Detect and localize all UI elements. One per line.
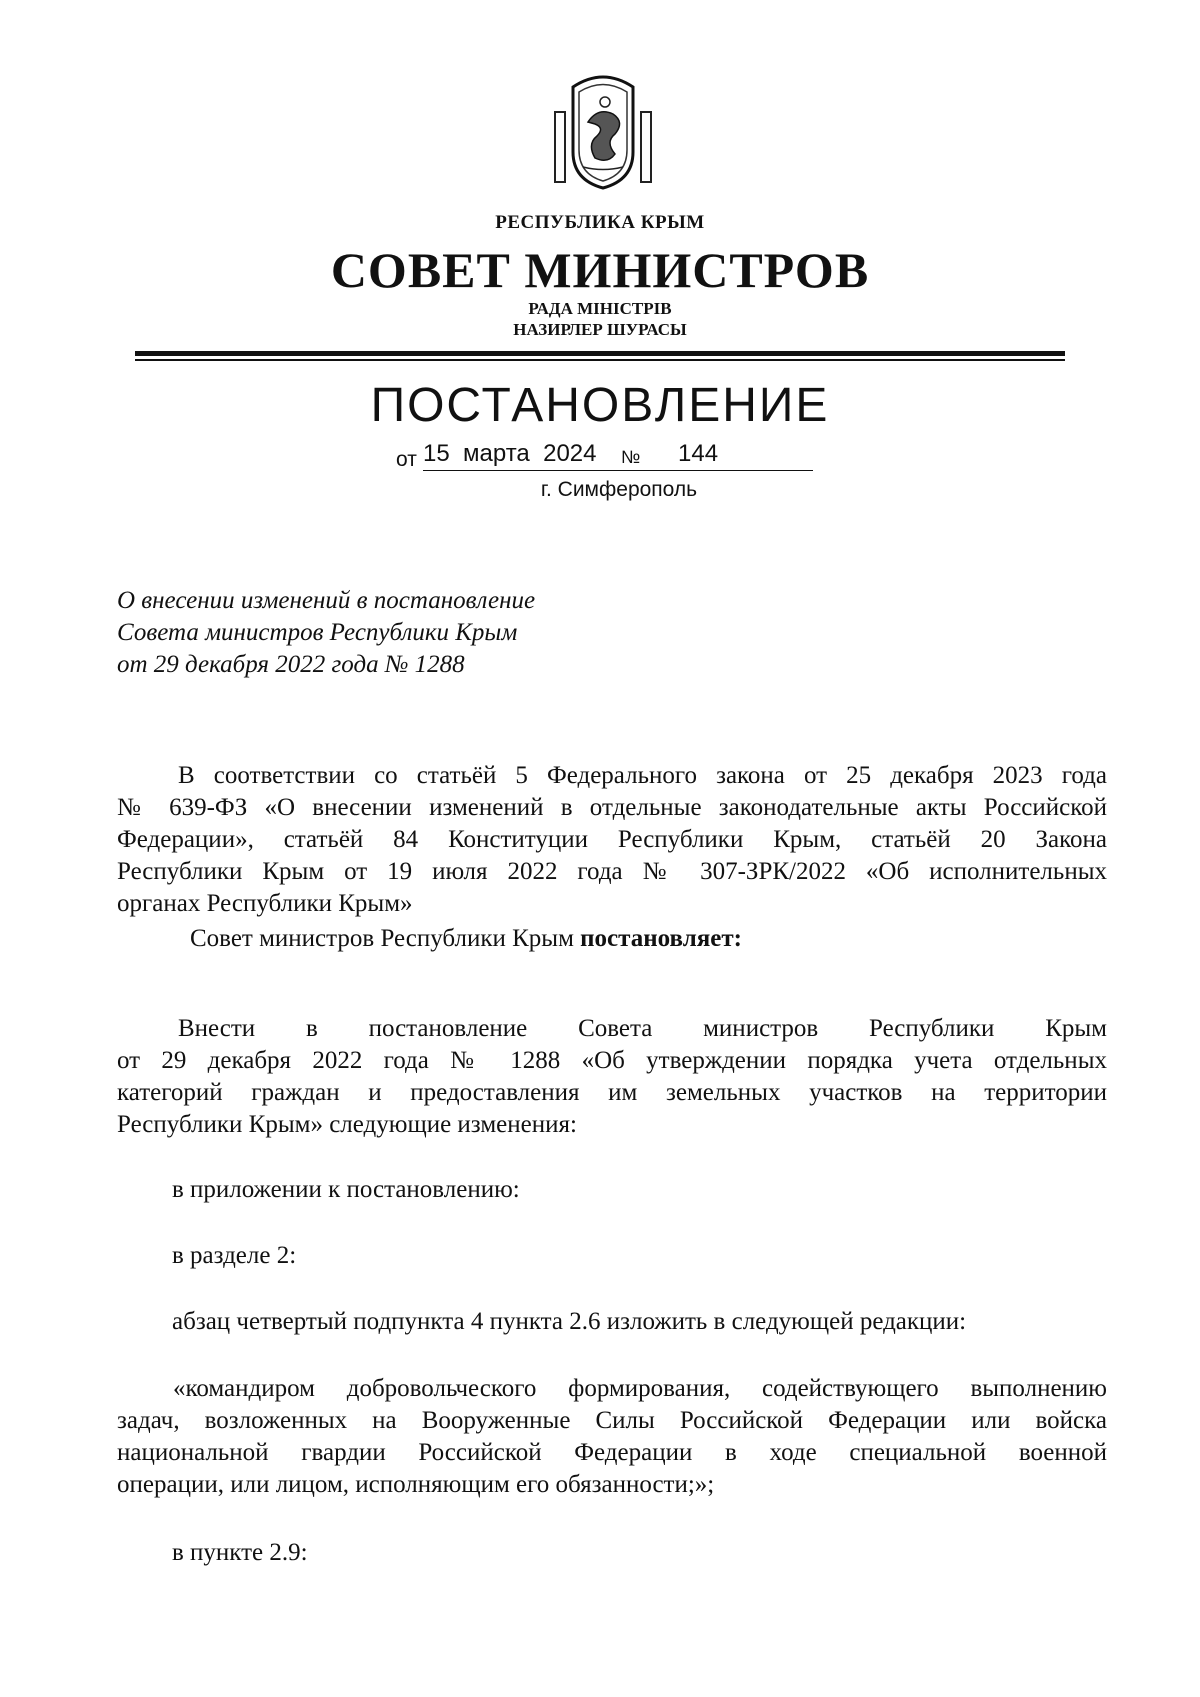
- paragraph-line: «командиром добровольческого формирования, содействующего выполнению: [173, 1375, 1107, 1402]
- decree-date: 15 марта 2024: [423, 440, 597, 467]
- paragraph-line: Федерации», статьёй 84 Конституции Республики Крым, статьёй 20 Закона: [117, 826, 1107, 853]
- resolves-keyword: постановляет:: [580, 925, 742, 952]
- republic-name: РЕСПУБЛИКА КРЫМ: [495, 212, 705, 233]
- council-title: СОВЕТ МИНИСТРОВ: [330, 242, 870, 298]
- subject-line: Совета министров Республики Крым: [117, 619, 518, 646]
- decree-number: 144: [678, 440, 719, 467]
- header-rule-thick: [135, 351, 1065, 356]
- paragraph-line: Республики Крым» следующие изменения:: [117, 1111, 577, 1138]
- paragraph-legal-basis: [117, 760, 1107, 920]
- header-rule-thin: [135, 359, 1065, 361]
- paragraph-line: Республики Крым от 19 июля 2022 года № 307-ЗРК/2022 «Об исполнительных: [117, 858, 1107, 885]
- number-sign: №: [621, 447, 641, 467]
- decree-city: г. Симферополь: [540, 478, 698, 501]
- paragraph-subpoint: абзац четвертый подпункта 4 пункта 2.6 изложить в следующей редакции:: [172, 1308, 967, 1335]
- paragraph-point: в пункте 2.9:: [172, 1539, 308, 1566]
- decree-dateline: [396, 440, 816, 474]
- paragraph-resolves: [190, 923, 742, 955]
- dateline-underline: [423, 470, 813, 471]
- council-title-crimean-tatar: НАЗИРЛЕР ШУРАСЫ: [513, 320, 687, 339]
- paragraph-line: национальной гвардии Российской Федерации в ходе специальной военной: [117, 1439, 1107, 1466]
- decree-title: ПОСТАНОВЛЕНИЕ: [370, 379, 830, 432]
- paragraph-line: задач, возложенных на Вооруженные Силы Российской Федерации или войска: [117, 1407, 1107, 1434]
- paragraph-line: В соответствии со статьёй 5 Федерального закона от 25 декабря 2023 года: [178, 762, 1107, 789]
- decree-subject: [117, 585, 535, 681]
- coat-of-arms-icon: [553, 72, 653, 192]
- paragraph-line: № 639-ФЗ «О внесении изменений в отдельные законодательные акты Российской: [117, 794, 1107, 821]
- subject-line: О внесении изменений в постановление: [117, 587, 536, 614]
- paragraph-line: операции, или лицом, исполняющим его обязанности;»;: [117, 1471, 715, 1498]
- paragraph-section: в разделе 2:: [172, 1242, 297, 1269]
- paragraph-line: от 29 декабря 2022 года № 1288 «Об утверждении порядка учета отдельных: [117, 1047, 1107, 1074]
- council-title-ukrainian: РАДА МІНІСТРІВ: [528, 299, 672, 318]
- paragraph-line: Внести в постановление Совета министров Республики Крым: [178, 1015, 1107, 1042]
- paragraph-new-wording: [117, 1373, 1107, 1501]
- paragraph-amend: [117, 1013, 1107, 1141]
- paragraph-line: органах Республики Крым»: [117, 890, 413, 917]
- paragraph-line: категорий граждан и предоставления им земельных участков на территории: [117, 1079, 1107, 1106]
- from-label: от: [396, 448, 417, 471]
- resolves-text: Совет министров Республики Крым: [190, 925, 581, 952]
- subject-line: от 29 декабря 2022 года № 1288: [117, 651, 465, 678]
- paragraph-appendix: в приложении к постановлению:: [172, 1176, 520, 1203]
